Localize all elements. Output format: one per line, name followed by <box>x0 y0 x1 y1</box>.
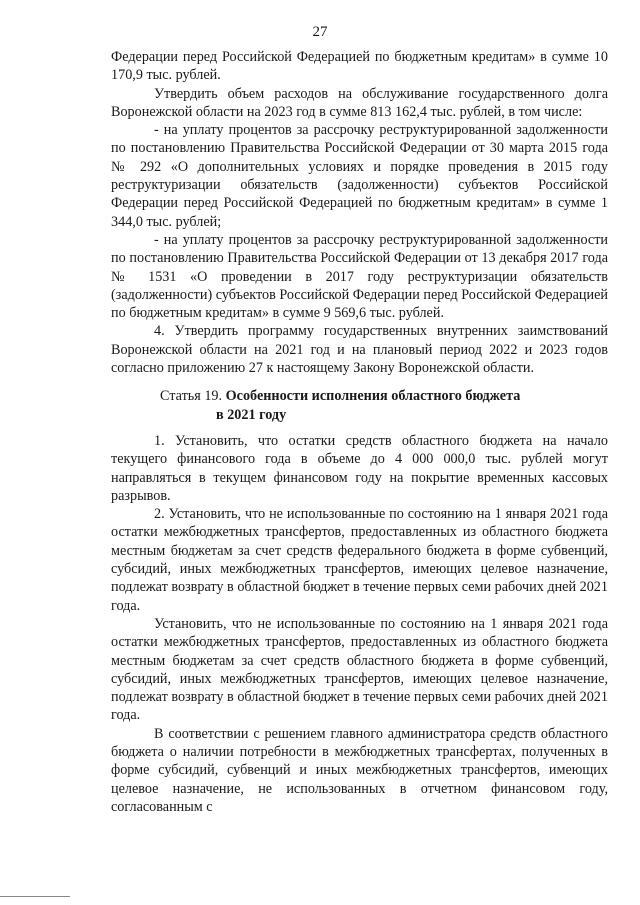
article-heading <box>111 387 608 424</box>
page-number: 27 <box>312 24 328 40</box>
paragraph-clause-2: 2. Установить, что не использованные по состоянию на 1 января 2021 года остатки межбюджетных трансфертов, предоставленных из областного бюджета местным бюджетам за счет средств федерального бюджета в форме субвенций, субсидий, иных межбюджетных трансфертов, имеющих целевое назначение, подлежат возврату в областной бюджет в течение первых семи рабочих дней 2021 года. <box>111 506 608 614</box>
list-item-interest-2017: - на уплату процентов за рассрочку реструктурированной задолженности по постановлению Правительства Российской Федерации от 13 декабря 2017 года № 1531 «О проведении в 2017 году реструктуризации обязательств (задолженности) субъектов Российской Федерации перед Российской Федерацией по бюджетным кредитам» в сумме 9 569,6 тыс. рублей. <box>111 231 608 322</box>
paragraph-clause-2-regional: Установить, что не использованные по состоянию на 1 января 2021 года остатки межбюджетных трансфертов, предоставленных из областного бюджета местным бюджетам за счет средств областного бюджета в форме субвенций, субсидий, иных межбюджетных трансфертов, имеющих целевое назначение, подлежат возврату в областной бюджет в течение первых семи рабочих дней 2021 года. <box>111 615 608 724</box>
paragraph-debt-service: Утвердить объем расходов на обслуживание государственного долга Воронежской области на 2023 год в сумме 813 162,4 тыс. рублей, в том числе: <box>111 85 608 120</box>
article-title-line2: в 2021 году <box>216 406 287 423</box>
footer-rule <box>0 896 70 897</box>
list-item-interest-2015: - на уплату процентов за рассрочку реструктурированной задолженности по постановлению Правительства Российской Федерации от 30 марта 2015 года № 292 «О дополнительных условиях и порядке проведения в 2015 году реструктуризации обязательств (задолженности) субъектов Российской Федерации перед Российской Федерацией по бюджетным кредитам» в сумме 1 344,0 тыс. рублей; <box>111 122 608 230</box>
paragraph-administrator-decision: В соответствии с решением главного администратора средств областного бюджета о наличии потребности в межбюджетных трансфертах, полученных в форме субсидий, субвенций и иных межбюджетных трансфертов, имеющих целевое назначение, не использованных в отчетном финансовом году, согласованным с <box>111 725 608 815</box>
document-body <box>111 48 608 816</box>
article-prefix: Статья 19. <box>160 388 226 405</box>
paragraph-borrowing-program: 4. Утвердить программу государственных внутренних заимствований Воронежской области на 2021 год и на плановый период 2022 и 2023 годов согласно приложению 27 к настоящему Закону Воронежской области. <box>111 323 608 377</box>
article-title-line1: Особенности исполнения областного бюджета <box>225 388 521 405</box>
paragraph-continuation: Федерации перед Российской Федерацией по бюджетным кредитам» в сумме 10 170,9 тыс. рублей. <box>111 49 608 84</box>
paragraph-clause-1: 1. Установить, что остатки средств областного бюджета на начало текущего финансового года в объеме до 4 000 000,0 тыс. рублей могут направляться в текущем финансовом году на покрытие временных кассовых разрывов. <box>111 432 608 504</box>
